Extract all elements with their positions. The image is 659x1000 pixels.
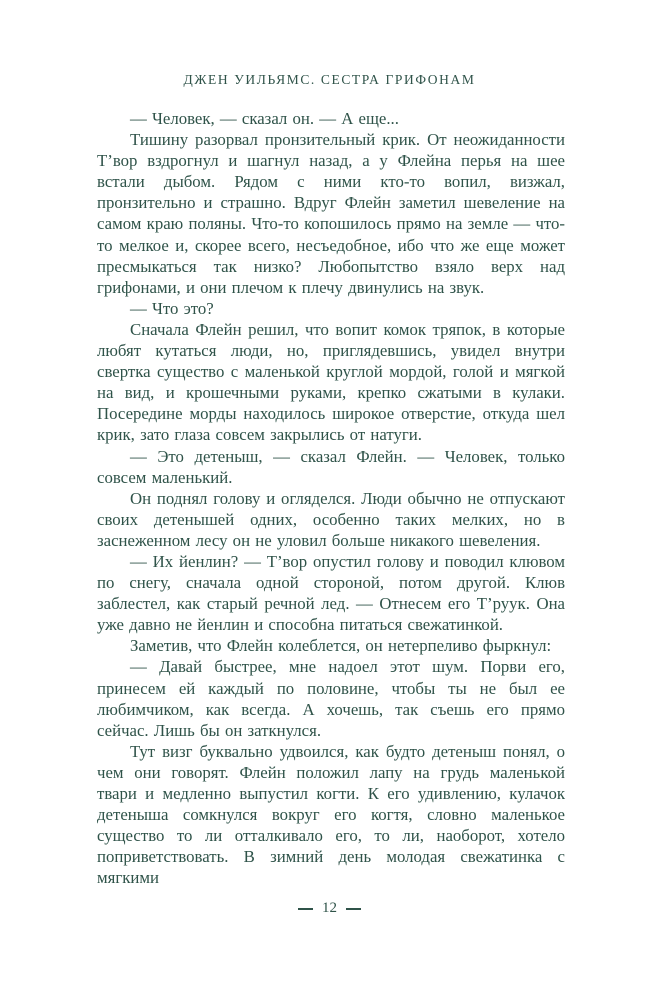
footer-ornament (298, 899, 361, 917)
running-header: ДЖЕН УИЛЬЯМС. СЕСТРА ГРИФОНАМ (183, 72, 476, 87)
paragraph: Тишину разорвал пронзительный крик. От неожиданности Т’вор вздрогнул и шагнул назад, а у Флейна перья на шее встали дыбом. Рядом с ними кто-то вопил, визжал, пронзительно и страшно. Вдруг Флейн заметил шевеление на самом краю поляны. Что-то копошилось прямо на земле — что-то мелкое и, скорее всего, несъедобное, ибо что же еще может пресмыкаться так низко? Любопытство взяло верх над грифонами, и они плечом к плечу двинулись на звук. (97, 130, 565, 297)
paragraph: Сначала Флейн решил, что вопит комок тряпок, в которые любят кутаться люди, но, приглядевшись, увидел внутри свертка существо с маленькой круглой мордой, голой и мягкой на вид, и крошечными руками, крепко сжатыми в кулаки. Посередине морды находилось широкое отверстие, откуда шел крик, зато глаза совсем закрылись от натуги. (97, 319, 565, 445)
paragraph: Тут визг буквально удвоился, как будто детеныш понял, о чем они говорят. Флейн положил лапу на грудь маленькой твари и медленно выпустил когти. К его удивлению, кулачок детеныша сомкнулся вокруг его когтя, словно маленькое существо то ли отталкивало его, то ли, наоборот, хотело поприветствовать. В зимний день молодая свежатинка с мягкими (97, 741, 565, 888)
footer-dash-left (298, 908, 313, 910)
body-text (97, 108, 565, 888)
page-number: 12 (322, 899, 337, 916)
paragraph: — Человек, — сказал он. — А еще... (130, 109, 399, 128)
paragraph: — Их йенлин? — Т’вор опустил голову и поводил клювом по снегу, сначала одной стороной, потом другой. Клюв заблестел, как старый речной лед. — Отнесем его Т’руук. Она уже давно не йенлин и способна питаться свежатинкой. (97, 551, 565, 635)
paragraph: — Это детеныш, — сказал Флейн. — Человек, только совсем маленький. (97, 446, 565, 487)
paragraph: Он поднял голову и огляделся. Люди обычно не отпускают своих детенышей одних, особенно таких мелких, но в заснеженном лесу он не уловил больше никакого шевеления. (97, 488, 565, 550)
footer-dash-right (346, 908, 361, 910)
paragraph: — Что это? (130, 298, 214, 318)
paragraph: Заметив, что Флейн колеблется, он нетерпеливо фыркнул: (130, 636, 552, 656)
paragraph: — Давай быстрее, мне надоел этот шум. Порви его, принесем ей каждый по половине, чтобы ты не был ее любимчиком, как всегда. А хочешь, так съешь его прямо сейчас. Лишь бы он заткнулся. (97, 657, 565, 740)
page-footer (0, 898, 659, 917)
